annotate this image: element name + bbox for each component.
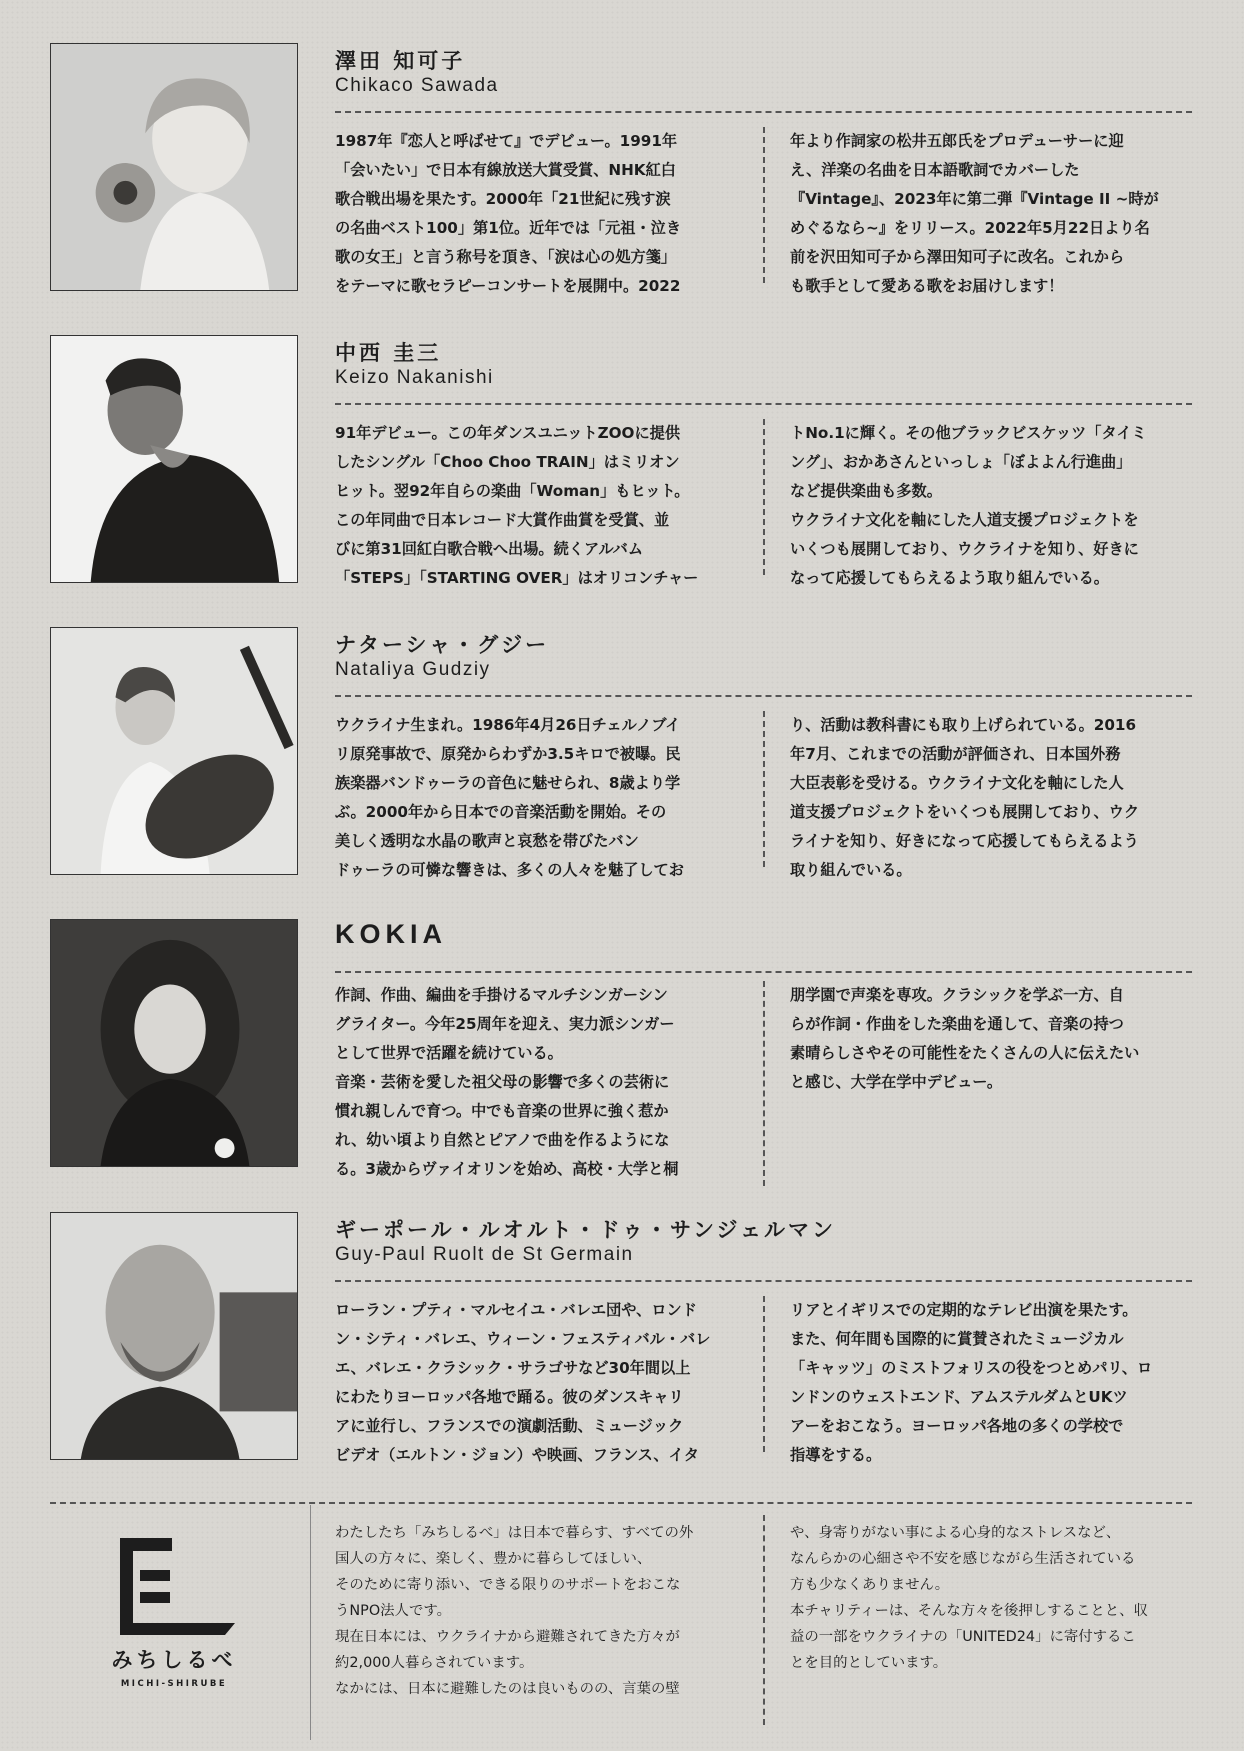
artist-bio-left: ローラン・プティ・マルセイユ・バレエ団や、ロンド ン・シティ・バレエ、ウィーン・フェスティバル・バレ エ、バレエ・クラシック・サラゴサなど30年間以上 にわたりヨーロッパ各地で踊る。彼のダンスキャリ アに並行し、フランスでの演劇活動、ミュージック ビデオ（エルトン・ジョン）や映画、フランス、イタ: [335, 1301, 711, 1462]
artist-bio-left: 91年デビュー。この年ダンスユニットZOOに提供 したシングル「Choo Choo TRAIN」はミリオン ヒット。翌92年自らの楽曲「Woman」もヒット。 この年同曲で日本レコード大賞作曲賞を受賞、並 びに第31回紅白歌合戦へ出場。続くアルバム 「STEPS」「STARTING OVER」はオリコンチャー: [335, 424, 699, 585]
portrait-image: [51, 628, 297, 874]
artist-bio-left: 1987年『恋人と呼ばせて』でデビュー。1991年 「会いたい」で日本有線放送大賞受賞、NHK紅白 歌合戦出場を果たす。2000年「21世紀に残す涙 の名曲ベスト100」第1位。近年では「元祖・泣き 歌の女王」と言う称号を頂き、「涙は心の処方箋」 をテーマに歌セラピーコンサートを展開中。2022: [335, 132, 682, 293]
logo-divider: [310, 1505, 311, 1740]
artist-photo: [50, 1212, 298, 1460]
artist-profile-sawada: [0, 43, 1244, 293]
artist-name-en: Keizo Nakanishi: [335, 367, 494, 388]
organization-text-left: わたしたち「みちしるべ」は日本で暮らす、すべての外 国人の方々に、楽しく、豊かに暮らしてほしい、 そのために寄り添い、できる限りのサポートをおこな うNPO法人です。 現在日本には、ウクライナから避難されてきた方々が 約2,000人暮らされています。 なかには、日本に避難したのは良いものの、言葉の壁: [335, 1525, 694, 1697]
artist-photo: [50, 43, 298, 291]
artist-name: KOKIA: [335, 919, 447, 949]
portrait-image: [51, 1213, 297, 1459]
divider: [335, 1280, 1192, 1282]
artist-bio-right: トNo.1に輝く。その他ブラックビスケッツ「タイミ ング」、おかあさんといっしょ「ぼよよん行進曲」 など提供楽曲も多数。 ウクライナ文化を軸にした人道支援プロジェクトを いくつも展開しており、ウクライナを知り、好きに なって応援してもらえるよう取り組んでいる。: [790, 424, 1147, 585]
column-divider: [763, 711, 765, 867]
artist-photo: [50, 627, 298, 875]
artist-bio-right: 朋学園で声楽を専攻。クラシックを学ぶ一方、自 らが作詞・作曲をした楽曲を通して、音楽の持つ 素晴らしさやその可能性をたくさんの人に伝えたい と感じ、大学在学中デビュー。: [790, 986, 1140, 1091]
artist-bio-right: リアとイギリスでの定期的なテレビ出演を果たす。 また、何年間も国際的に賞賛されたミュージカル 「キャッツ」のミストフォリスの役をつとめパリ、ロ ンドンのウェストエンド、アムステルダムとUKツ アーをおこなう。ヨーロッパ各地の多くの学校で 指導をする。: [790, 1301, 1153, 1462]
artist-name-ja: ナターシャ・グジー: [335, 633, 550, 657]
artist-profile-guy-paul: [0, 1212, 1244, 1462]
artist-name-ja: ギーポール・ルオルト・ドゥ・サンジェルマン: [335, 1218, 837, 1242]
artist-name-en: Nataliya Gudziy: [335, 659, 491, 680]
artist-name-ja: 中西 圭三: [335, 341, 442, 365]
artist-name-en: Guy-Paul Ruolt de St Germain: [335, 1244, 634, 1265]
portrait-image: [51, 336, 297, 582]
column-divider: [763, 981, 765, 1186]
portrait-image: [51, 44, 297, 290]
organization-text-right: や、身寄りがない事による心身的なストレスなど、 なんらかの心細さや不安を感じながら生活されている 方も少なくありません。 本チャリティーは、そんな方々を後押しすることと、収 益の一部をウクライナの「UNITED24」に寄付するこ とを目的としています。: [790, 1525, 1148, 1671]
artist-bio-left: ウクライナ生まれ。1986年4月26日チェルノブイ リ原発事故で、原発からわずか3.5キロで被曝。民 族楽器バンドゥーラの音色に魅せられ、8歳より学 ぶ。2000年から日本での音楽活動を開始。その 美しく透明な水晶の歌声と哀愁を帯びたバン ドゥーラの可憐な響きは、多くの人々を魅了してお: [335, 716, 684, 877]
logo-romaji: MICHI-SHIRUBE: [120, 1679, 228, 1689]
artist-bio-right: 年より作詞家の松井五郎氏をプロデューサーに迎 え、洋楽の名曲を日本語歌詞でカバーした 『Vintage』、2023年に第二弾『Vintage II ~時が めぐるなら~』をリリース。2022年5月22日より名 前を沢田知可子から澤田知可子に改名。これから も歌手として愛ある歌をお届けします！: [790, 132, 1159, 293]
artist-profile-kokia: [0, 919, 1244, 1178]
column-divider: [763, 1296, 765, 1452]
artist-profile-nakanishi: [0, 335, 1244, 585]
portrait-image: [51, 920, 297, 1166]
artist-bio-left: 作詞、作曲、編曲を手掛けるマルチシンガーシン グライター。今年25周年を迎え、実力派シンガー として世界で活躍を続けている。 音楽・芸術を愛した祖父母の影響で多くの芸術に 慣れ親しんで育つ。中でも音楽の世界に強く惹か れ、幼い頃より自然とピアノで曲を作るようにな る。3歳からヴァイオリンを始め、高校・大学と桐: [335, 986, 679, 1178]
column-divider: [763, 1515, 765, 1725]
logo-name: みちしるべ: [111, 1648, 237, 1672]
divider: [335, 111, 1192, 113]
column-divider: [763, 419, 765, 575]
divider: [335, 695, 1192, 697]
artist-profile-gudziy: [0, 627, 1244, 877]
footer-divider: [50, 1502, 1192, 1504]
column-divider: [763, 127, 765, 283]
artist-bio-right: り、活動は教科書にも取り上げられている。2016 年7月、これまでの活動が評価され、日本国外務 大臣表彰を受ける。ウクライナ文化を軸にした人 道支援プロジェクトをいくつも展開しており、ウク ライナを知り、好きになって応援してもらえるよう 取り組んでいる。: [790, 716, 1140, 877]
artist-name-ja: 澤田 知可子: [335, 49, 466, 73]
divider: [335, 403, 1192, 405]
divider: [335, 971, 1192, 973]
artist-name-en: Chikaco Sawada: [335, 75, 499, 96]
artist-photo: [50, 919, 298, 1167]
artist-photo: [50, 335, 298, 583]
